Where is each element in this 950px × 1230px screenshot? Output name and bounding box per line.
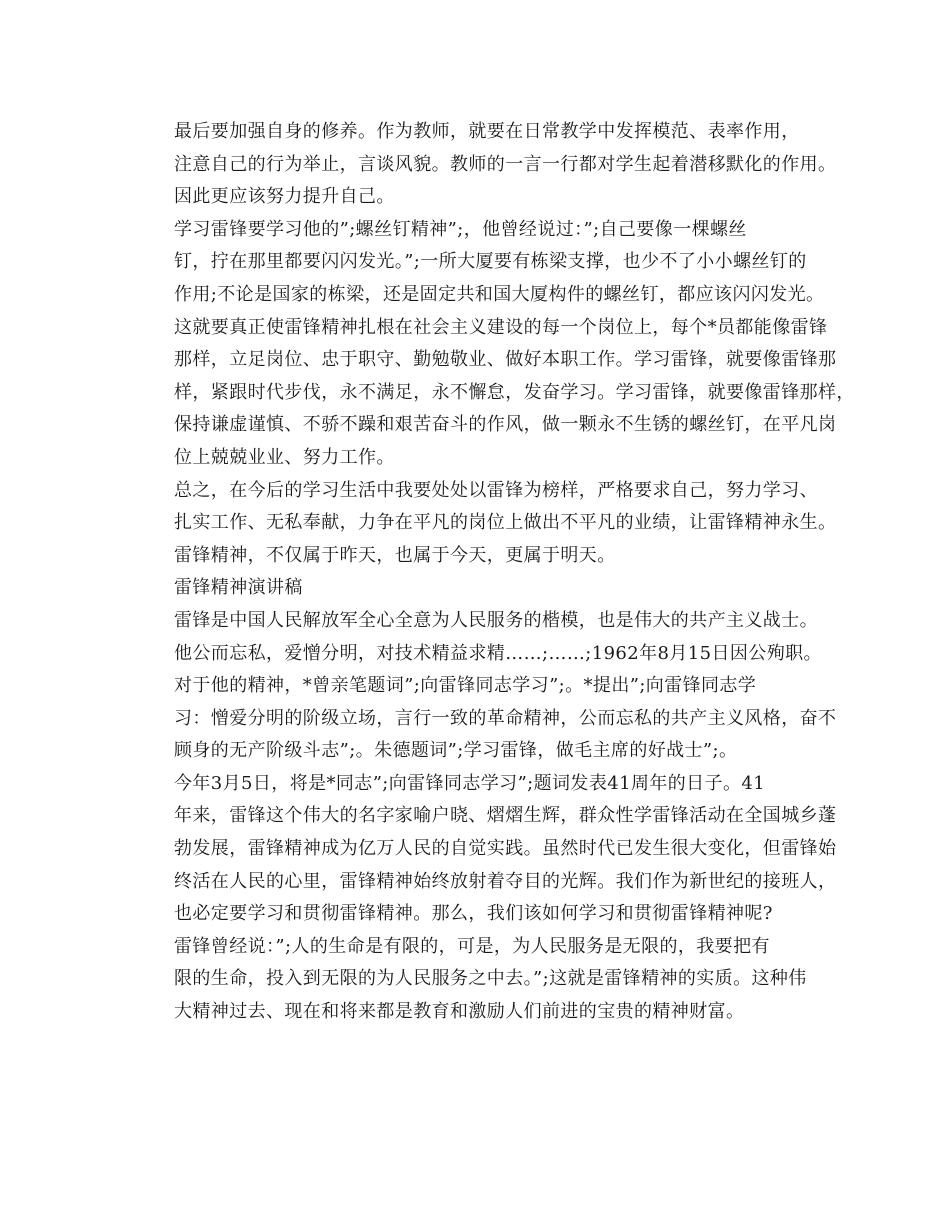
text-line: 因此更应该努力提升自己。	[174, 186, 395, 208]
text-line: 注意自己的行为举止，言谈风貌。教师的一言一行都对学生起着潜移默化的作用。	[174, 153, 837, 175]
text-line: 雷锋是中国人民解放军全心全意为人民服务的楷模，也是伟大的共产主义战士。	[174, 609, 818, 631]
paragraph-anniversary	[138, 768, 837, 931]
text-line: 总之，在今后的学习生活中我要处处以雷锋为榜样，严格要求自己，努力学习、	[174, 479, 818, 501]
text-line: 终活在人民的心里，雷锋精神始终放射着夺目的光辉。我们作为新世纪的接班人，	[174, 870, 837, 892]
text-line: 年来，雷锋这个伟大的名字家喻户晓、熠熠生辉，群众性学雷锋活动在全国城乡蓬	[174, 805, 837, 827]
text-line: 位上兢兢业业、努力工作。	[174, 446, 395, 468]
text-line: 钉，拧在那里都要闪闪发光。”;一所大厦要有栋梁支撑，也少不了小小螺丝钉的	[174, 251, 807, 273]
text-line: 今年3月5日，将是*同志”;向雷锋同志学习”;题词发表41周年的日子。41	[174, 772, 766, 794]
text-line: 他公而忘私，爱憎分明，对技术精益求精……;……;1962年8月15日因公殉职。	[174, 642, 822, 664]
section-heading-speech	[138, 572, 818, 605]
text-line: 大精神过去、现在和将来都是教育和激励人们前进的宝贵的精神财富。	[174, 1001, 745, 1023]
text-line: 雷锋精神演讲稿	[174, 577, 303, 599]
text-line: 习：憎爱分明的阶级立场，言行一致的革命精神，公而忘私的共产主义风格，奋不	[174, 707, 837, 729]
paragraph-quote	[138, 931, 818, 1029]
text-line: 扎实工作、无私奉献，力争在平凡的岗位上做出不平凡的业绩，让雷锋精神永生。	[174, 512, 837, 534]
text-line: 勃发展，雷锋精神成为亿万人民的自觉实践。虽然时代已发生很大变化，但雷锋始	[174, 838, 837, 860]
text-line: 保持谦虚谨慎、不骄不躁和艰苦奋斗的作风，做一颗永不生锈的螺丝钉，在平凡岗	[174, 414, 837, 436]
text-line: 雷锋曾经说：”;人的生命是有限的，可是，为人民服务是无限的，我要把有	[174, 935, 770, 957]
paragraph-self-cultivation	[138, 116, 837, 214]
text-line: 顾身的无产阶级斗志”;。朱德题词”;学习雷锋，做毛主席的好战士”;。	[174, 740, 738, 762]
text-line: 最后要加强自身的修养。作为教师，就要在日常教学中发挥模范、表率作用，	[174, 121, 800, 142]
text-line: 作用;不论是国家的栋梁，还是固定共和国大厦构件的螺丝钉，都应该闪闪发光。	[174, 283, 825, 305]
text-line: 也必定要学习和贯彻雷锋精神。那么，我们该如何学习和贯彻雷锋精神呢?	[174, 903, 773, 925]
text-line: 学习雷锋要学习他的”;螺丝钉精神”;，他曾经说过：”;自己要像一棵螺丝	[174, 218, 747, 240]
text-line: 那样，立足岗位、忠于职守、勤勉敬业、做好本职工作。学习雷锋，就要像雷锋那	[174, 349, 837, 371]
text-line: 样，紧跟时代步伐，永不满足，永不懈怠，发奋学习。学习雷锋，就要像雷锋那样，	[174, 381, 855, 403]
text-line: 限的生命，投入到无限的为人民服务之中去。”;这就是雷锋精神的实质。这种伟	[174, 968, 807, 990]
text-line: 雷锋精神，不仅属于昨天，也属于今天，更属于明天。	[174, 544, 616, 566]
paragraph-screw-spirit	[138, 214, 855, 475]
paragraph-inscriptions	[138, 670, 837, 768]
text-line: 对于他的精神，*曾亲笔题词”;向雷锋同志学习”;。*提出”;向雷锋同志学	[174, 675, 757, 697]
document-page	[138, 116, 855, 1029]
text-line: 这就要真正使雷锋精神扎根在社会主义建设的每一个岗位上，每个*员都能像雷锋	[174, 316, 828, 338]
paragraph-lei-feng-intro	[138, 605, 822, 670]
paragraph-conclusion	[138, 475, 837, 573]
